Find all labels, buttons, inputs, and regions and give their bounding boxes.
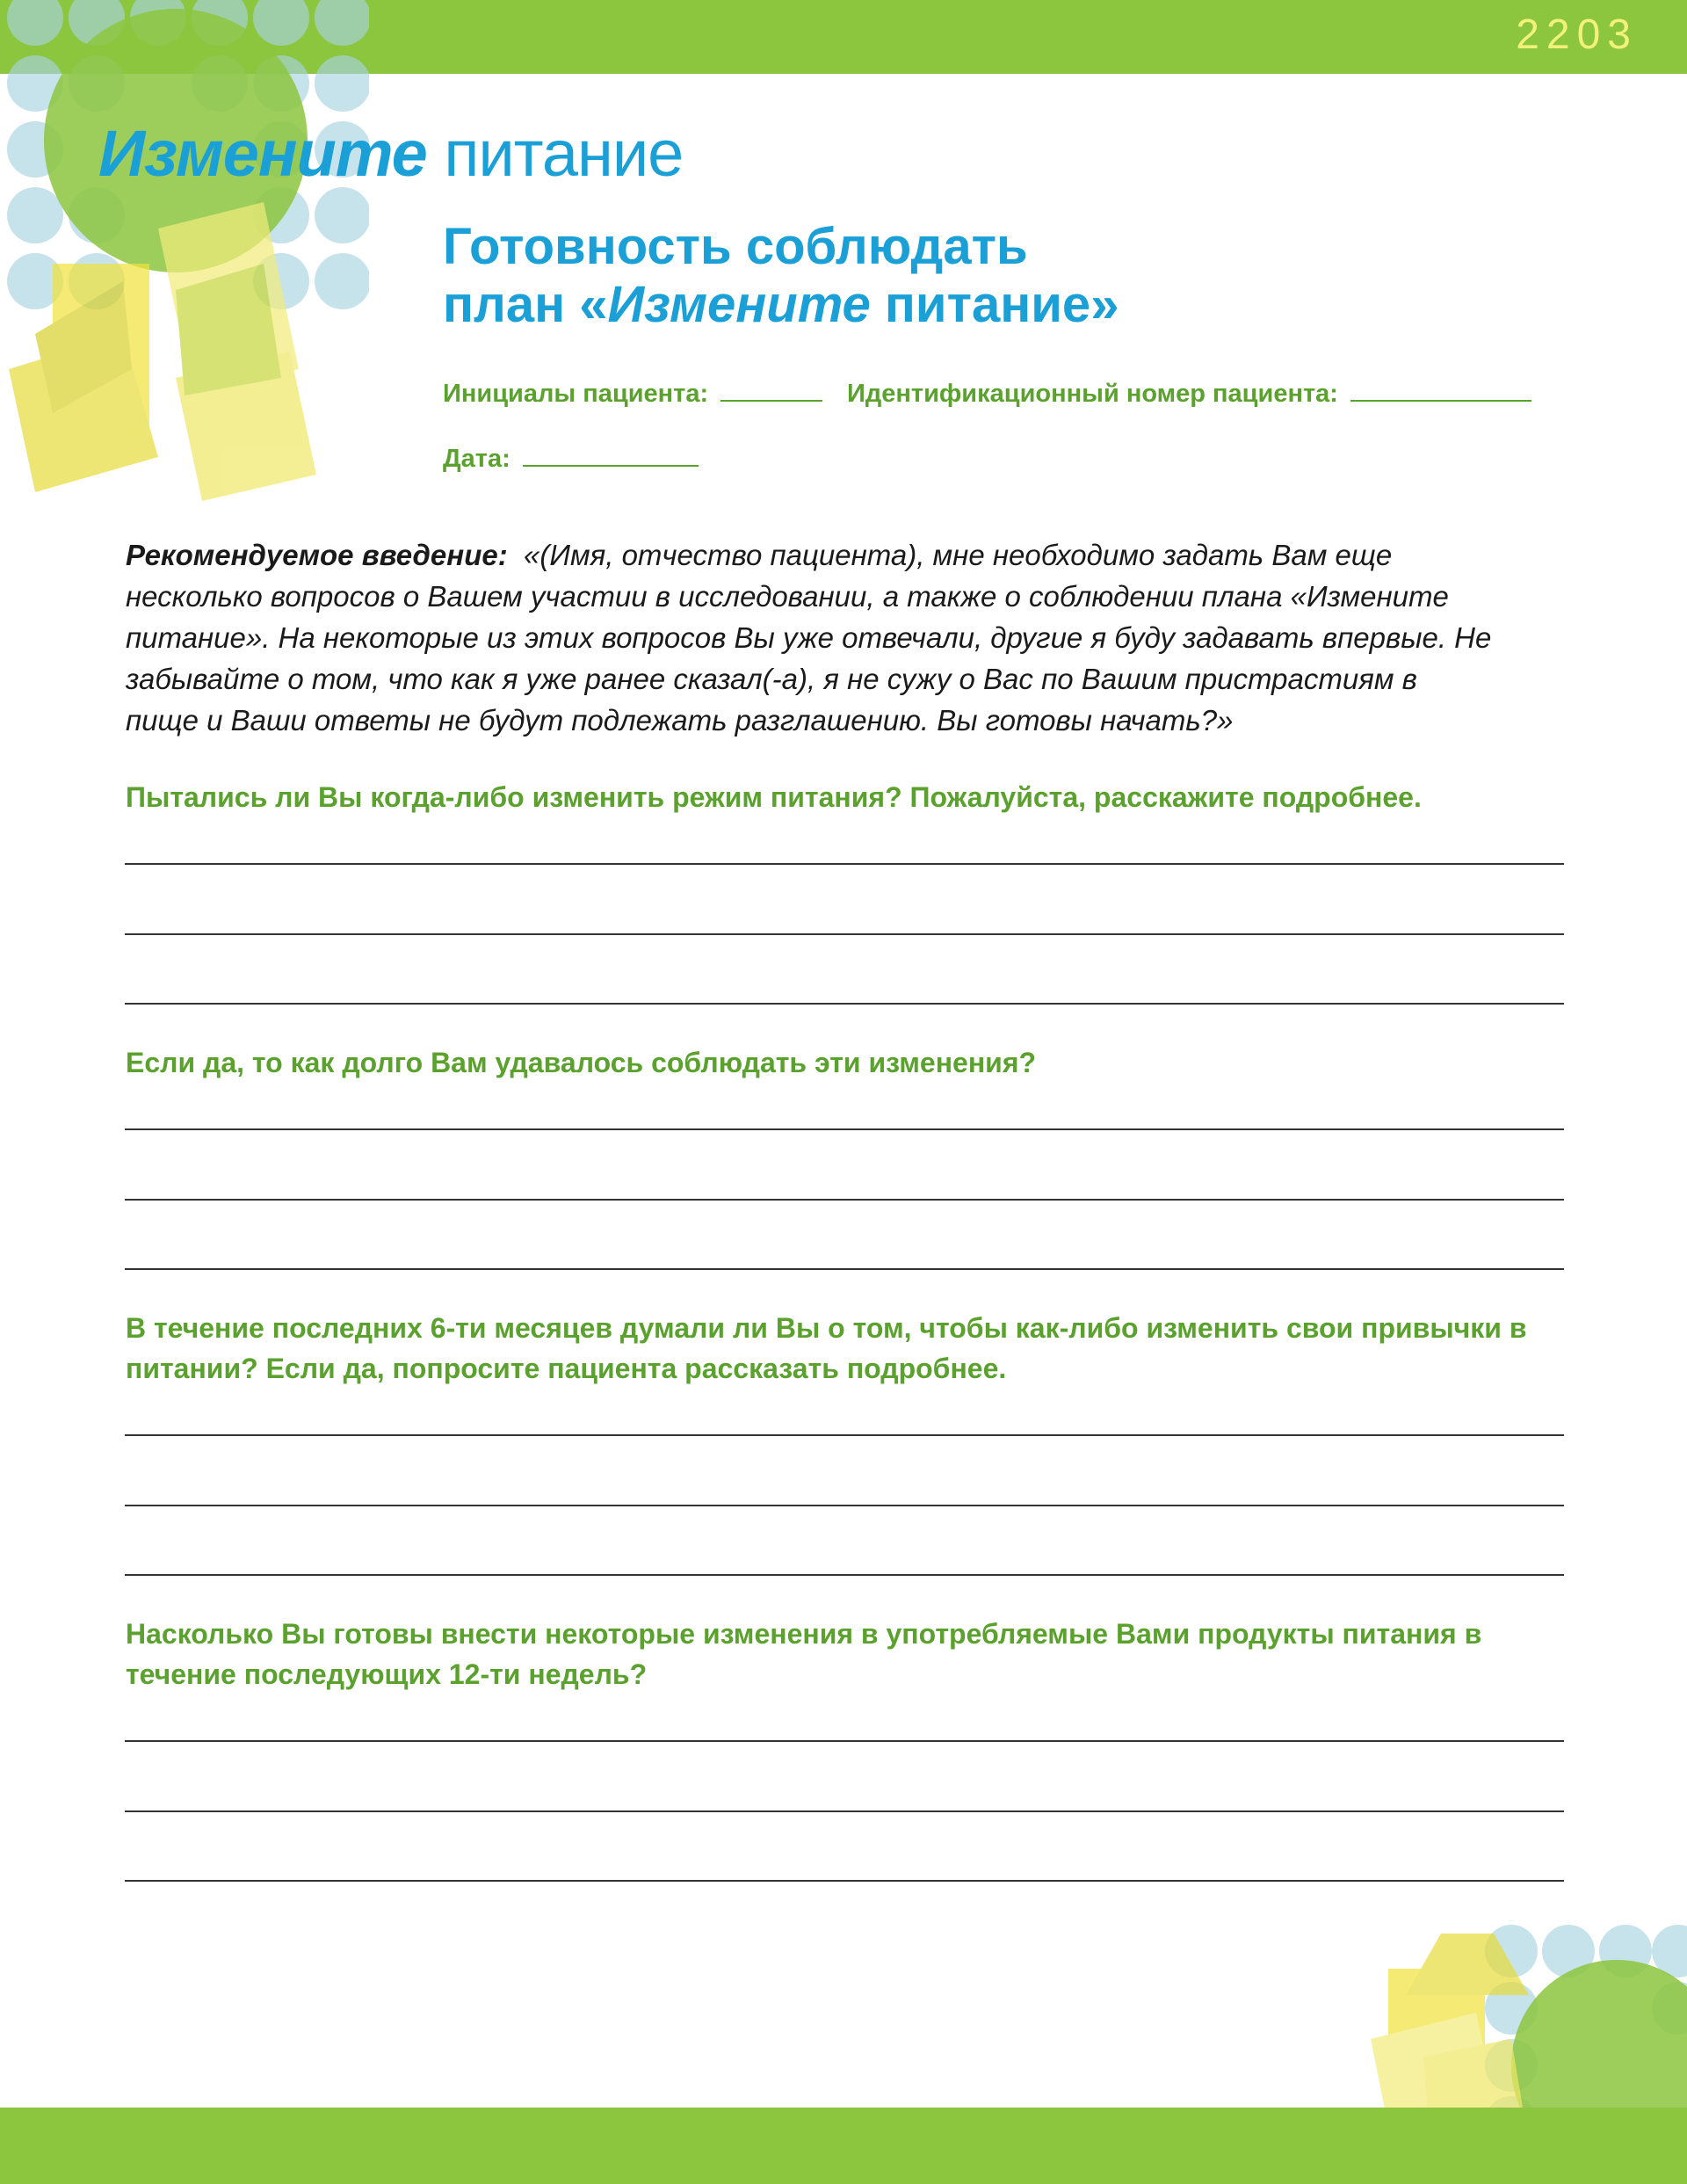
intro-text: «(Имя, отчество пациента), мне необходимо задать Вам еще несколько вопросов о Вашем участии в исследовании, а также о соблюдении плана «Измените питание». На некоторые из этих вопросов Вы уже отвечали, другие я буду задавать впервые. Не забывайте о том, что как я уже ранее сказал(-а), я не сужу о Вас по Вашим пристрастиям в пище и Ваши ответы не будут подлежать разглашению. Вы готовы начать?» — [126, 539, 1492, 736]
date-label: Дата: — [443, 445, 510, 473]
intro-lead: Рекомендуемое введение: — [126, 539, 508, 571]
patient-id-label: Идентификационный номер пациента: — [847, 380, 1338, 408]
answer-line[interactable] — [125, 1128, 1564, 1130]
answer-line[interactable] — [125, 1434, 1564, 1436]
answer-line[interactable] — [125, 1880, 1564, 1882]
suggested-introduction — [126, 534, 1496, 741]
form-number: 2203 — [1516, 11, 1638, 58]
initials-field — [443, 380, 822, 409]
bottom-band — [0, 2108, 1687, 2184]
answer-line[interactable] — [125, 863, 1564, 865]
answer-line[interactable] — [125, 1574, 1564, 1576]
logo-word-regular: питание — [444, 117, 684, 190]
answer-line[interactable] — [125, 1003, 1564, 1005]
question-1: Пытались ли Вы когда-либо изменить режим питания? Пожалуйста, расскажите подробнее. — [126, 781, 1422, 813]
answer-line[interactable] — [125, 1505, 1564, 1506]
decorative-pattern-top-left — [0, 0, 369, 510]
answer-line[interactable] — [125, 1810, 1564, 1812]
question-2: Если да, то как долго Вам удавалось соблюдать эти изменения? — [126, 1047, 1037, 1078]
patient-id-field — [847, 380, 1531, 409]
title-line-1: Готовность соблюдать — [443, 218, 1028, 275]
answer-line[interactable] — [125, 1268, 1564, 1270]
date-blank[interactable] — [523, 464, 699, 467]
logo-word-bold: Измените — [98, 117, 427, 190]
page-title — [443, 218, 1119, 334]
title-line-2: план «Измените питание» — [443, 276, 1119, 333]
answer-line[interactable] — [125, 1199, 1564, 1201]
answer-line[interactable] — [125, 933, 1564, 935]
initials-blank[interactable] — [720, 399, 822, 402]
date-field — [443, 445, 699, 474]
question-3: В течение последних 6-ти месяцев думали ли Вы о том, чтобы как-либо изменить свои привычки в питании? Если да, попросите пациента рассказать подробнее. — [126, 1312, 1527, 1384]
initials-label: Инициалы пациента: — [443, 380, 709, 408]
brand-logo — [98, 116, 683, 191]
question-4: Насколько Вы готовы внести некоторые изменения в употребляемые Вами продукты питания в течение последующих 12-ти недель? — [126, 1618, 1482, 1690]
answer-line[interactable] — [125, 1740, 1564, 1742]
patient-id-blank[interactable] — [1350, 399, 1531, 402]
